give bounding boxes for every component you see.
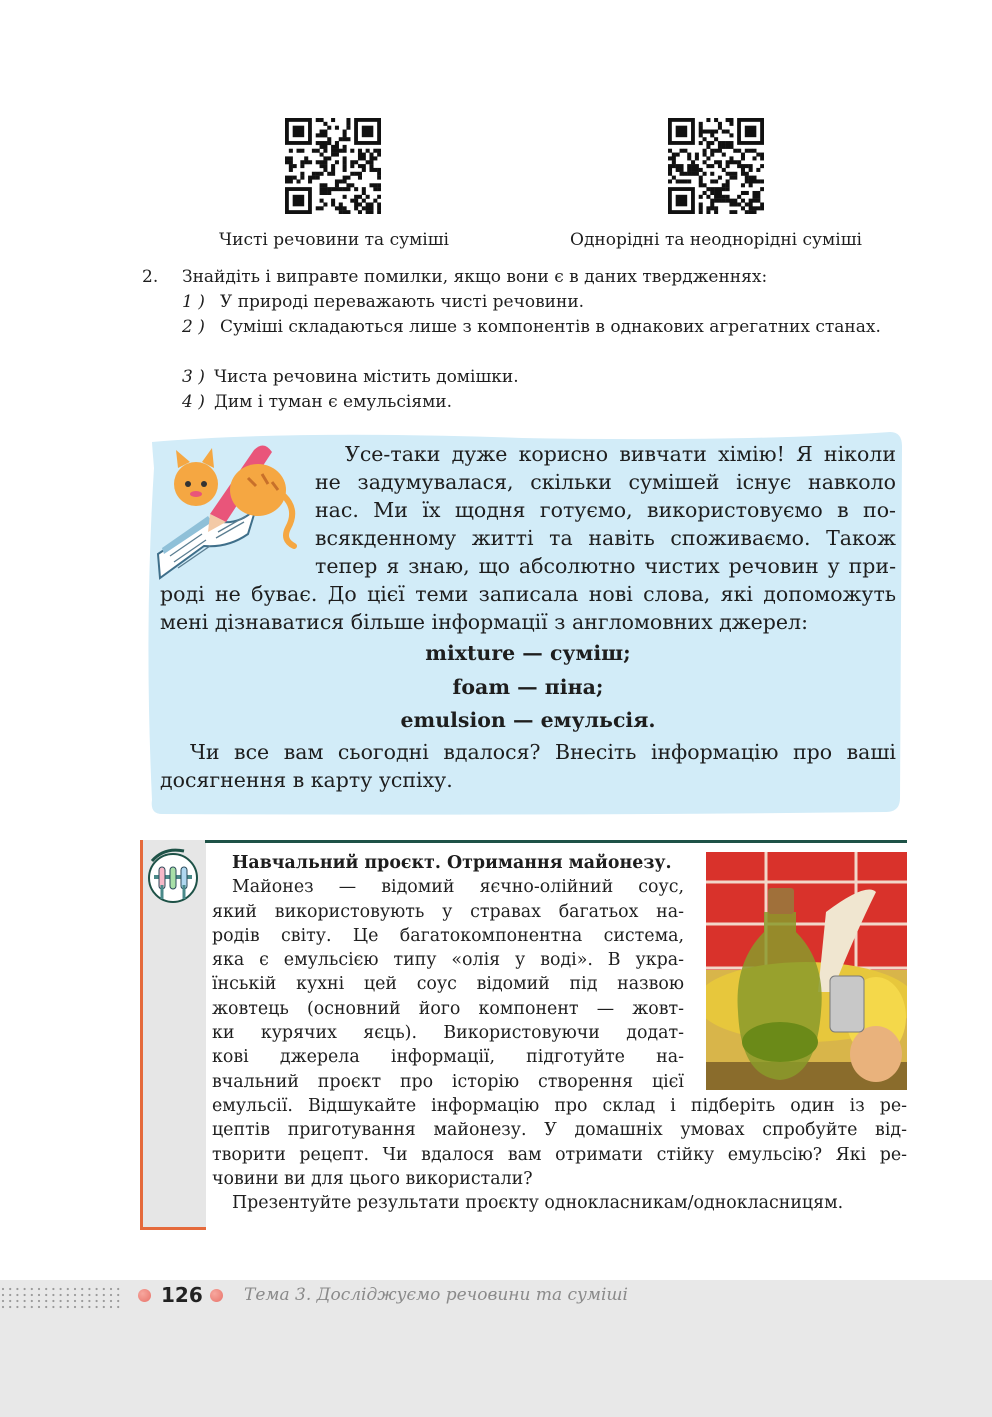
project-title: Навчальний проєкт. Отримання майонезу.: [232, 853, 672, 873]
vocabulary-terms: [160, 637, 896, 738]
project-line: ки курячих яєць). Використовуючи додат-: [212, 1023, 684, 1044]
project-line: цептів приготування майонезу. У домашніх умовах спробуйте від-: [212, 1120, 907, 1141]
project-line: яка є емульсією типу «олія у воді». В укра-: [212, 950, 684, 971]
task-item: [182, 390, 912, 415]
qr-code-icon[interactable]: [668, 118, 764, 214]
note-line: роді не буває. До цієї теми записала нові слова, які допоможуть: [160, 582, 896, 606]
project-line: кові джерела інформації, підготуйте на-: [212, 1047, 684, 1068]
task-item: [182, 315, 912, 340]
page-dot-right: [210, 1289, 223, 1302]
task-item: [182, 290, 912, 315]
term: foam — піна;: [452, 674, 604, 699]
project-line: який використовують у стравах багатьох на-: [212, 901, 684, 922]
qr-caption: Чисті речовини та суміші: [219, 230, 449, 250]
page-number: 126: [161, 1283, 203, 1307]
project-line: їнській кухні цей соус відомий під назвою: [212, 974, 684, 995]
project-final: Презентуйте результати проєкту однокласникам/однокласницям.: [232, 1193, 844, 1214]
note-line: мені дізнаватися більше інформації з англомовних джерел:: [160, 610, 808, 634]
project-line: вчальний проєкт про історію створення цієї: [212, 1071, 684, 1092]
project-line: емульсії. Відшукайте інформацію про склад і підберіть один із ре-: [212, 1095, 907, 1116]
project-line: Майонез — відомий яєчно-олійний соус,: [232, 877, 684, 898]
note-line: Усе-таки дуже корисно вивчати хімію! Я ніколи: [345, 442, 896, 466]
term: emulsion — емульсія.: [400, 708, 656, 732]
project-line: родів світу. Це багатокомпонентна система,: [212, 925, 684, 946]
qr-code-icon[interactable]: [285, 118, 381, 214]
task-question: Знайдіть і виправте помилки, якщо вони є в даних твердженнях:: [182, 267, 768, 287]
item-text: Суміші складаються лише з компонентів в однакових агрегатних станах.: [220, 317, 881, 337]
dot-pattern: [0, 1286, 125, 1310]
topic-title: Тема 3. Досліджуємо речовини та суміші: [244, 1285, 628, 1305]
item-number: 1 ): [182, 292, 205, 312]
qr-caption: Однорідні та неоднорідні суміші: [570, 230, 862, 250]
task-item: [182, 365, 912, 390]
item-number: 4 ): [182, 392, 205, 412]
test-tubes-icon: [144, 845, 202, 907]
item-text: Дим і туман є емульсіями.: [214, 392, 453, 412]
project-line: жовтець (основний його компонент — жовт-: [212, 998, 684, 1019]
note-line: нас. Ми їх щодня готуємо, використовуємо в по-: [315, 498, 896, 522]
note-text: [160, 440, 896, 636]
item-number: 2 ): [182, 317, 205, 337]
item-number: 3 ): [182, 367, 205, 387]
item-text: У природі переважають чисті речовини.: [220, 292, 585, 312]
item-text: Чиста речовина містить домішки.: [214, 367, 519, 387]
note-line: не задумувалася, скільки сумішей існує навколо: [315, 470, 896, 494]
note-line: всякденному житті та навіть споживаємо. Також: [315, 526, 896, 550]
term: mixture — суміш;: [425, 641, 631, 665]
project-line: човини ви для цього використали?: [212, 1168, 533, 1189]
note-line: тепер я знаю, що абсолютно чистих речовин у при-: [315, 554, 896, 578]
task-number: 2.: [142, 267, 159, 287]
project-text: [212, 851, 907, 1215]
project-divider: [205, 840, 907, 843]
note-closing: Чи все вам сьогодні вдалося? Внесіть інформацію про ваші досягнення в карту успіху.: [160, 740, 896, 792]
page-dot-left: [138, 1289, 151, 1302]
project-line: творити рецепт. Чи вдалося вам отримати стійку емульсію? Які ре-: [212, 1144, 907, 1165]
